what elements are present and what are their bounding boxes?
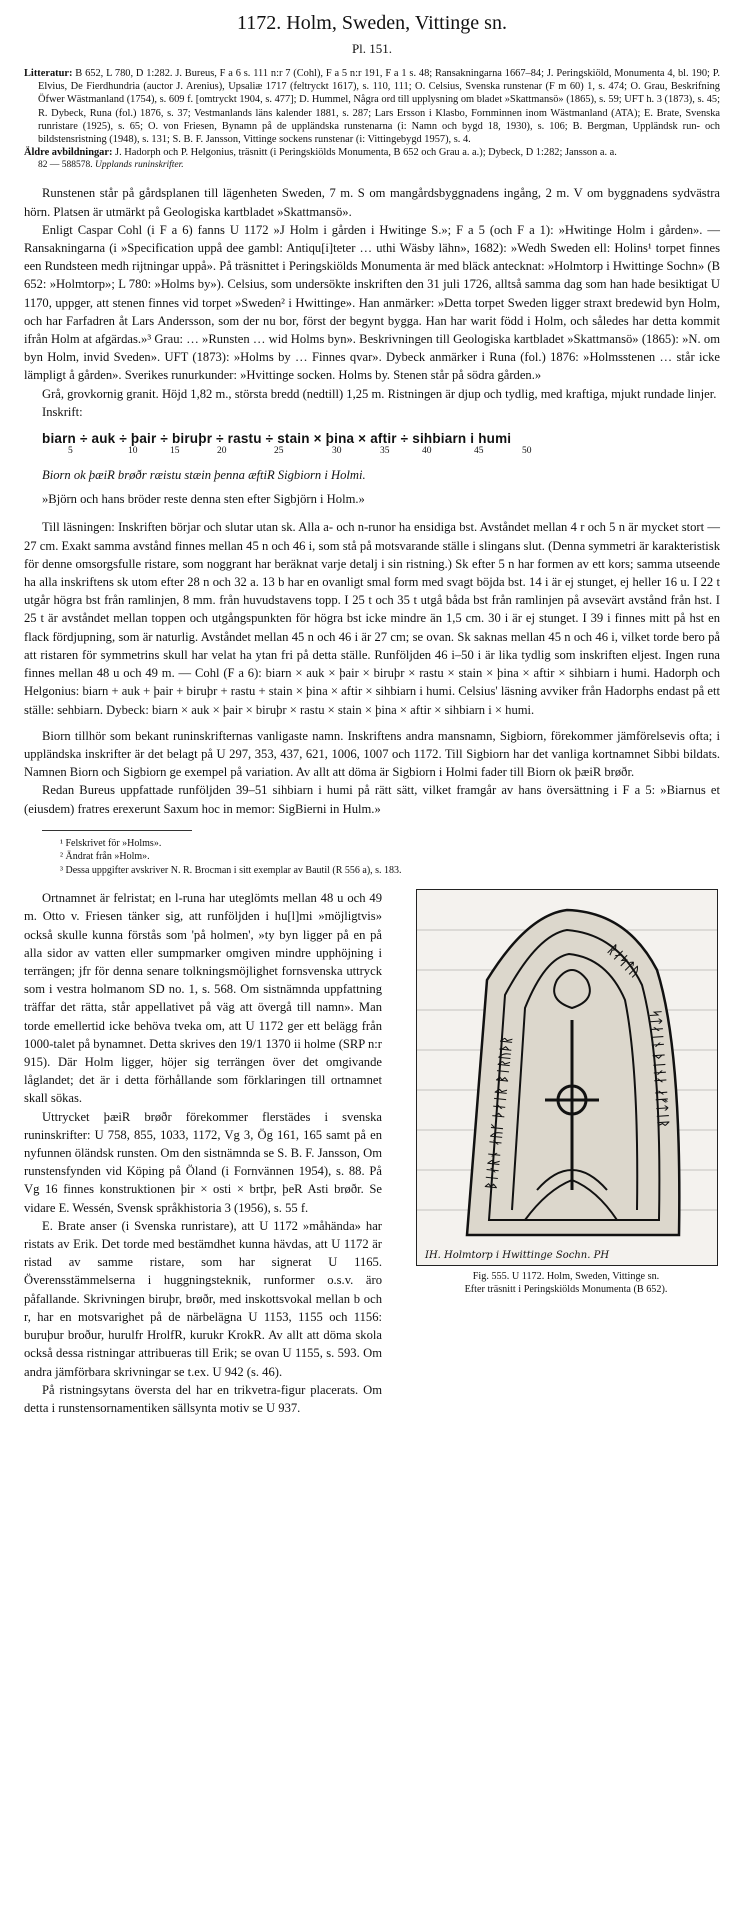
rune-number: 20: [217, 446, 227, 457]
footnote-rule: [42, 830, 192, 831]
rune-number: 10: [128, 446, 138, 457]
column-paragraph-carver: E. Brate anser (i Svenska runristare), att U 1172 »måhända» har ristats av Erik. Det torde med bestämdhet kunna hävdas, att U 1172 är ristad av samme ristare, som har signerat U 1165. Överensstämmelserna i huggningsteknik, runformer o.s.v. äro påfallande. Skrivningen biruþr, brøðr, med inskottsvokal mellan b och r, har en motsvarighet på de närbelägna U 1153, 1155 och 1156: buruþur broður, hurulfr HrolfR, kurukr KrokR. Av allt att döma skola också dessa ristningar attribueras till Erik; se ovan U 1155, s. 593. Om andra jämförbara skrivningar se t.ex. U 942 (s. 46).: [24, 1218, 382, 1379]
rune-number: 25: [274, 446, 284, 457]
figure-555: [412, 889, 720, 1296]
literature-text: B 652, L 780, D 1:282. J. Bureus, F a 6 s. 111 n:r 7 (Cohl), F a 5 n:r 191, F a 1 s. 48; Ransakningarna 1667–84; J. Peringskiöld, Monumenta 4, bl. 190; P. Elvius, De Fierdhundria (auctor J. Arenius), Upsaliæ 1717 (feltryckt 1617), s. 110, 111; O. Celsius, Svenska runstenar (F m 60) 1, s. 474; O. Grau, Beskrifning Öfwer Wästmanland (1754), s. 609 f. [omtryckt 1904, s. 477]; D. Hummel, Några ord till upplysning om bladet »Skattmansö» (1865), s. 59; UFT h. 3 (1873), s. 45; R. Dybeck, Runa (fol.) 1876, s. 37; Vestmanlands läns kalender 1881, s. 287; Lars Ersson i Klasbo, Fornminnen inom Wästmanland (ATA); E. Brate, Svenska runristare (1925), s. 65; O. von Friesen, Bynamn på de uppländska runstenarna (i: Namn och bygd 18, 1930), s. 106; B. Bergman, Uppländsk run- och bildstensristning (1948), s. 131; S. B. F. Jansson, Vittinge sockens runstenar (i: Vittingebygd 1957), s. 4.: [38, 68, 720, 146]
rune-number: 5: [68, 446, 73, 457]
runic-transliteration: biarn ÷ auk ÷ þair ÷ biruþr ÷ rastu ÷ stain × þina × aftir ÷ sihbiarn i humi: [42, 431, 512, 447]
paragraph-location: Runstenen står på gårdsplanen till lägenheten Sweden, 7 m. S om mangårdsbyggnadens ingång, 2 m. V om byggnadens sydvästra hörn. Platsen är utmärkt på Geologiska kartbladet »Skattmansö».: [24, 186, 720, 219]
footnote-1: ¹ Felskrivet för »Holms».: [60, 837, 162, 849]
paragraph-names: Biorn tillhör som bekant runinskrifternas vanligaste namn. Inskriftens andra mansnamn, Sigbiorn, förekommer jämförelsevis ofta; i uppländska inskrifter är det belagt på U 297, 353, 437, 621, 1006, 1007 och 1172. Till Sigbiorn har det vanliga kortnamnet Sibbi bildats. Namnen Biorn och Sigbiorn ge exempel på variation. Av allt att döma är Sigbiorn i Holmi fader till Biorn ok þæiR brøðr.: [24, 728, 720, 780]
runestone-woodcut: [417, 890, 717, 1265]
plate-ref-title: Upplands runinskrifter.: [92, 160, 184, 171]
rune-number: 45: [474, 446, 484, 457]
figure-caption-line-1: Fig. 555. U 1172. Holm, Sweden, Vittinge sn.: [472, 1271, 660, 1283]
rune-number-ruler: [42, 446, 720, 458]
footnote-3: ³ Dessa uppgifter avskriver N. R. Brocman i sitt exemplar av Bautil (R 556 a), s. 183.: [60, 864, 402, 876]
two-column-section: [24, 889, 720, 1417]
rune-number: 30: [332, 446, 342, 457]
woodcut-image: [416, 889, 718, 1266]
plate-reference: [38, 160, 720, 170]
paragraph-material: Grå, grovkornig granit. Höjd 1,82 m., största bredd (nedtill) 1,25 m. Ristningen är djup och tydlig, med kraftiga, mjukt rundade linjer.: [42, 386, 717, 401]
translation: »Björn och hans bröder reste denna sten efter Sigbjörn i Holm.»: [42, 492, 365, 507]
column-paragraph-brothers: Uttrycket þæiR brøðr förekommer flerstädes i svenska runinskrifter: U 758, 855, 1033, 1172, Vg 3, Ög 161, 165 samt på en nyfunnen öländsk runsten. Om den sistnämnda se S. B. F. Jansson, Om runstensfynden vid Köping på Öland (i Fornvännen 1954), s. 88. På Vg 16 finnes konstruktionen þir × osti × brtþr, þeR Asti brøðr. Se vidare E. Wessén, Svensk språkhistoria 3 (1956), s. 55 f.: [24, 1109, 382, 1215]
footnote-2: ² Ändrat från »Holm».: [60, 851, 150, 863]
document-page: [24, 10, 720, 1417]
column-paragraph-placename: Ortnamnet är felristat; en l-runa har uteglömts mellan 48 u och 49 m. Otto v. Friesen tänker sig, att runföljden i hu[l]mi »möjligtvis» också skulle kunna förstås som 'på holmen', »ty byn ligger på en på alla sidor av vatten eller sumpmarker omgiven mindre upphöjning i terrängen; jfr för denna senare tolkningsmöjlighet fornsvenska uttryck som i vestra holmanom SD no. 1, s. 568. Om sistnämnda uppfattning träffar det rätta, står appellativet på väg att övergå till namn». Man torde emellertid icke behöva tveka om, att U 1172 ger ett belägg från 1000-talet på bynamnet. Detta skrives den 19/1 1370 ii holme (SRP n:r 915). Där Holm ligger, höjer sig terrängen över det omgivande låglandet; det är i detta förhållande som förklaringen till ortnamnet skall sökas.: [24, 891, 382, 1106]
text-column: [24, 889, 382, 1417]
figure-caption-line-2: Efter träsnitt i Peringskiölds Monumenta (B 652).: [464, 1283, 668, 1295]
normalized-text: Biorn ok þæiR brøðr ræistu stæin þenna æftiR Sigbiorn i Holmi.: [42, 468, 366, 483]
woodcut-signature: IH. Holmtorp i Hwittinge Sochn. PH: [425, 1250, 610, 1262]
plate-ref-number: 82 — 588578.: [38, 160, 93, 171]
svg-text:ᛋᛏᛅᛁᚾ ᚦᛁᚾᛅ ᛅᚠᛏᛁᚱ: ᛋᛏᛅᛁᚾ ᚦᛁᚾᛅ ᛅᚠᛏᛁᚱ: [647, 1009, 671, 1129]
svg-text:ᛒᛁᛅᚱᚾ ᛅᚢᚴ ᚦᛅᛁᚱ ᛒᛁᚱᚢᚦᚱ: ᛒᛁᛅᚱᚾ ᛅᚢᚴ ᚦᛅᛁᚱ ᛒᛁᚱᚢᚦᚱ: [484, 1035, 516, 1191]
svg-text:ᚱᛅᛋᛏᚢ: ᚱᛅᛋᛏᚢ: [604, 942, 643, 981]
literature-section: [24, 67, 720, 146]
column-paragraph-triquetra: På ristningsytans översta del har en trikvetra-figur placerats. Om detta i runstensornamentiken sällsynta motiv se U 937.: [24, 1382, 382, 1415]
older-illustrations: [24, 146, 720, 159]
figure-caption: [412, 1271, 720, 1296]
rune-number: 15: [170, 446, 180, 457]
plate-number: Pl. 151.: [351, 41, 393, 56]
older-text: J. Hadorph och P. Helgonius, träsnitt (i Peringskiölds Monumenta, B 652 och Grau a. a.); Dybeck, D 1:282; Jansson a. a.: [112, 147, 617, 159]
paragraph-history: Enligt Caspar Cohl (i F a 6) fanns U 1172 »J Holm i gården i Hwitinge S.»; F a 5 (och F a 1): »Hwitinge Holm i gården». — Ransakningarna (i »Specification uppå dee gambl: Antiqu[i]teter … uthi Wäsby lähn», 1682): »Wedh Sweden ell: Holins¹ torpet finnes een Rundsteen medh rijtningar uppå». På träsnittet i Peringskiölds Monumenta är med bläck antecknat: »Holmtorp i Hwittinge Sochn» (B 652: »Holmtorp»; L 780: »Holms by»). Celsius, som undersökte inskriften den 31 juli 1726, alltså samma dag som han hade besiktigat U 1170, uppger, att stenen finnes vid torpet »Sweden² i Hwittinge». Han anmärker: »Detta torpet Sweden ligger straxt bredewid byn Holm, och har Farfadren åt Lars Andersson, som der nu bor, först der begynt bygga. Han har warit född i Holm, och således har detta kommit ifrån Holm at afgärdas.»³ Grau: … »Runsten … wid Holms byn». Beskrivningen till Geologiska kartbladet »Skattmansö» (1865): »N. om byn Holm, invid Sveden». UFT (1873): »Holms by … Finnes qvar». Dybeck anmärker i Runa (fol.) 1876: »Holmsstenen … står icke lämpligt å gården». Sverikes runurkunder: »Hvittinge socken. Holms by. Stenen står på södra gården.»: [24, 222, 720, 383]
literature-label: Litteratur:: [24, 68, 73, 79]
rune-number: 50: [522, 446, 532, 457]
rune-number: 40: [422, 446, 432, 457]
inscription-label: Inskrift:: [42, 404, 83, 419]
paragraph-reading: Till läsningen: Inskriften börjar och slutar utan sk. Alla a- och n-runor ha ensidiga bst. Avståndet mellan 4 r och 5 n är mycket stort — 27 cm. Exakt samma avstånd finnes mellan 45 n och 46 i, som stå på motsvarande ställe i slingans slut. (Denna symmetri är karakteristisk för denne omsorgsfulle ristare, som noggrant har beräknat varje detalj i sin ristning.) Sk efter 5 n har formen av ett kors; samma utseende ha alla inskriftens sk utom efter 28 n och 32 a. 13 b har en ovanligt smal form med svagt böjda bst. 14 i är ej stunget, ej heller 16 u. I 22 t utgår högra bst från ramlinjen, 8 mm. från huvudstavens topp. I 25 t och 35 t utgå båda bst från ramlinjen på avsevärt avstånd från hst. I 25 t är avståndet mellan toppen och utgångspunkten för högra bst icke mindre än 1,5 cm. 30 i är ej stunget. I 39 i finnes mitt på hst en flack fördjupning, som är naturlig. Avståndet mellan 45 n och 46 i är 27 cm; se ovan. Sk saknas mellan 45 n och 46 i, vilket torde bero på att ristaren för symmetrins skull har velat ha ytan fri på detta ställe. Runföljden 46 i–50 i är lika tydlig som inskriften eljest. Ingen runa finnes mellan 48 u och 49 m. — Cohl (F a 6): biarn × auk × þair × biruþr × rastu × stain × þina × aftir × sihbiarn i humi. Hadorph och Helgonius: biarn + auk + þair + biruþr + rastu + stain × þina × aftir × sihbiarn i humi. Celsius' läsning avviker från Hadorphs endast på ett ställe: sehbiarn. Dybeck: biarn × auk × þair × biruþr × rastu × stain × þina × aftir × sihbiarn i × humi.: [24, 520, 720, 717]
page-title: 1172. Holm, Sweden, Vittinge sn.: [237, 12, 507, 34]
rune-number: 35: [380, 446, 390, 457]
paragraph-bureus: Redan Bureus uppfattade runföljden 39–51 sihbiarn i humi på rätt sätt, vilket framgår av hans översättning i F a 5: »Biarnus et (eiusdem) fratres erexerunt Saxum hoc in memor: SigBierni in Hulm.»: [24, 783, 720, 816]
older-label: Äldre avbildningar:: [24, 147, 113, 159]
